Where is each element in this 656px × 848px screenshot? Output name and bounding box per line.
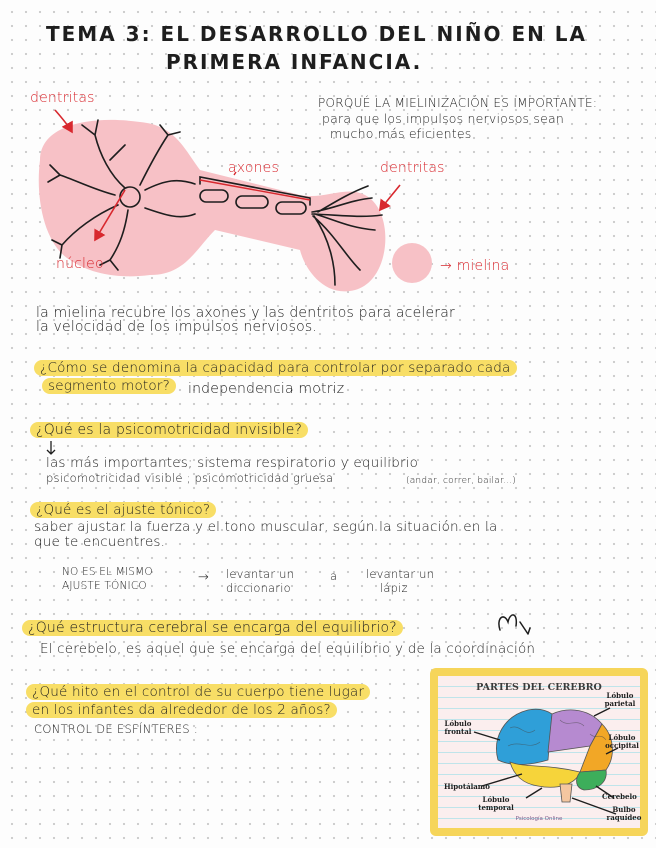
brain-card-footer: Psicología Online [515, 816, 563, 822]
page-title-line2: PRIMERA INFANCIA. [166, 50, 423, 74]
myelin-text-line2: la velocidad de los impulsos nerviosos. [36, 319, 317, 335]
q2-line2: psicomotricidad visible ; psicomotricidad gruesa [46, 471, 334, 485]
label-bulbo-raquideo: Bulbo raquídeo [606, 805, 642, 822]
q1-line1: ¿Cómo se denomina la capacidad para controlar por separado cada [34, 360, 517, 376]
q3-line1: saber ajustar la fuerza y el tono muscular, según la situación en la [34, 519, 498, 535]
q1-line2: segmento motor? [42, 378, 176, 394]
q3-example-label2: AJUSTE TÓNICO [62, 580, 147, 592]
label-cerebelo: Cerebelo [602, 792, 637, 801]
note-heading: PORQUÉ LA MIELINIZACIÓN ES IMPORTANTE: [318, 96, 598, 110]
lobe-cerebelo [577, 770, 607, 790]
q3-example-label1: NO ES EL MISMO [62, 566, 153, 578]
label-lobulo-parietal: Lóbulo parietal [604, 691, 636, 708]
page-title-line1: TEMA 3: EL DESARROLLO DEL NIÑO EN LA [46, 22, 588, 46]
brain-card [430, 668, 648, 836]
label-dendritas-left: dentritas [30, 90, 95, 106]
label-hipotalamo: Hipotálamo [444, 782, 490, 791]
q4-answer: El cerebelo, es aquel que se encarga del equilibrio y de la coordinación [40, 641, 536, 657]
q3-example-b2: lápiz [380, 581, 408, 595]
label-lobulo-frontal: Lóbulo frontal [444, 719, 472, 736]
label-lobulo-occipital: Lóbulo occipital [605, 733, 639, 750]
q3-example-a2: diccionario [226, 581, 291, 595]
q3-example-conj: a [330, 569, 338, 583]
q3-question: ¿Qué es el ajuste tónico? [30, 502, 216, 518]
q3-example-a1: levantar un [226, 567, 295, 581]
q3-example-b1: levantar un [366, 567, 435, 581]
label-dendritas-right: dentritas [380, 160, 445, 176]
label-lobulo-temporal: Lóbulo temporal [478, 795, 514, 812]
q2-line2-note: (andar, correr, bailar...) [406, 476, 516, 486]
brain-card-title: PARTES DEL CEREBRO [476, 682, 602, 693]
label-mielina: → mielina [440, 258, 510, 274]
lobe-frontal [496, 709, 552, 764]
label-nucleo: núcleo [56, 256, 104, 272]
myelin-text-line1: la mielina recubre los axones y las dentritos para acelerar [36, 305, 455, 321]
brain-stem [560, 784, 572, 802]
q4-question: ¿Qué estructura cerebral se encarga del equilibrio? [22, 620, 403, 636]
myelin-sample-circle [392, 243, 432, 283]
q2-question: ¿Qué es la psicomotricidad invisible? [30, 422, 308, 438]
note-line3: mucho más eficientes [330, 126, 472, 141]
label-axones: axones [228, 160, 279, 176]
note-line2: para que los impulsos nerviosos sean [322, 111, 565, 126]
q2-line1: las más importantes; sistema respiratorio y equilibrio [46, 455, 419, 471]
q5-line1: ¿Qué hito en el control de su cuerpo tiene lugar [26, 684, 370, 700]
q5-answer: CONTROL DE ESFÍNTERES : [34, 722, 199, 736]
scribble-icon [494, 608, 534, 640]
q3-example-arrow: → [198, 570, 210, 585]
q1-answer: independencia motriz [188, 381, 345, 397]
q5-line2: en los infantes da alrededor de los 2 años? [26, 702, 337, 718]
q3-line2: que te encuentres. [34, 534, 166, 550]
q2-arrow-icon [44, 440, 58, 456]
